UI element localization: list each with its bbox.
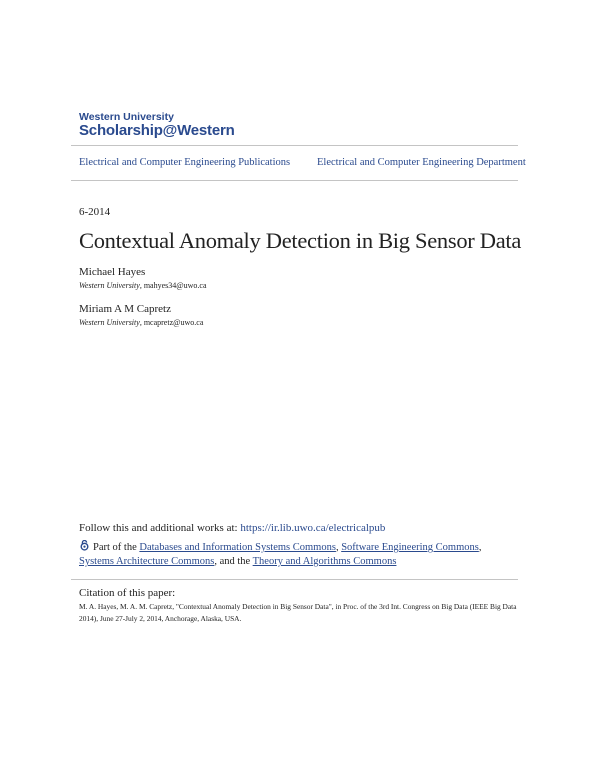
- publication-date: 6-2014: [79, 206, 111, 218]
- commons-link-databases[interactable]: Databases and Information Systems Commons: [139, 542, 336, 553]
- separator: ,: [478, 542, 482, 553]
- commons-link-software-engineering[interactable]: Software Engineering Commons: [341, 542, 479, 553]
- follow-line: [79, 522, 385, 534]
- follow-text: Follow this and additional works at:: [79, 522, 241, 534]
- citation-divider: [71, 579, 518, 580]
- institution-name: Western University: [79, 111, 174, 123]
- citation-heading: Citation of this paper:: [79, 587, 176, 599]
- author-affiliation: [79, 281, 207, 290]
- commons-link-systems-architecture[interactable]: Systems Architecture Commons: [79, 556, 215, 567]
- author-email: , mcapretz@uwo.ca: [139, 318, 204, 327]
- part-of-prefix: Part of the: [93, 542, 140, 553]
- follow-url-link[interactable]: https://ir.lib.uwo.ca/electricalpub: [240, 522, 386, 534]
- repository-name[interactable]: Scholarship@Western: [79, 122, 235, 139]
- author-email: , mahyes34@uwo.ca: [139, 281, 207, 290]
- author-name: Miriam A M Capretz: [79, 303, 171, 315]
- separator: ,: [335, 542, 342, 553]
- commons-link-theory-algorithms[interactable]: Theory and Algorithms Commons: [252, 556, 397, 567]
- author-name: Michael Hayes: [79, 266, 146, 278]
- paper-title: Contextual Anomaly Detection in Big Sensor Data: [79, 228, 522, 253]
- nav-link-publications[interactable]: Electrical and Computer Engineering Publications: [79, 157, 291, 168]
- author-affiliation: [79, 318, 203, 327]
- part-of-section: [79, 540, 509, 569]
- top-divider: [71, 145, 518, 146]
- nav-link-department[interactable]: Electrical and Computer Engineering Department: [317, 157, 526, 168]
- affiliation-institution: Western University: [79, 318, 140, 327]
- separator: , and the: [214, 556, 253, 567]
- affiliation-institution: Western University: [79, 281, 140, 290]
- citation-text: M. A. Hayes, M. A. M. Capretz, "Contextual Anomaly Detection in Big Sensor Data", in Proc. of the 3rd Int. Congress on Big Data (IEEE Big Data 2014), June 27-July 2, 2014, Anchorage, Alaska, USA.: [79, 602, 517, 623]
- open-access-icon: [79, 540, 90, 551]
- nav-divider: [71, 180, 518, 181]
